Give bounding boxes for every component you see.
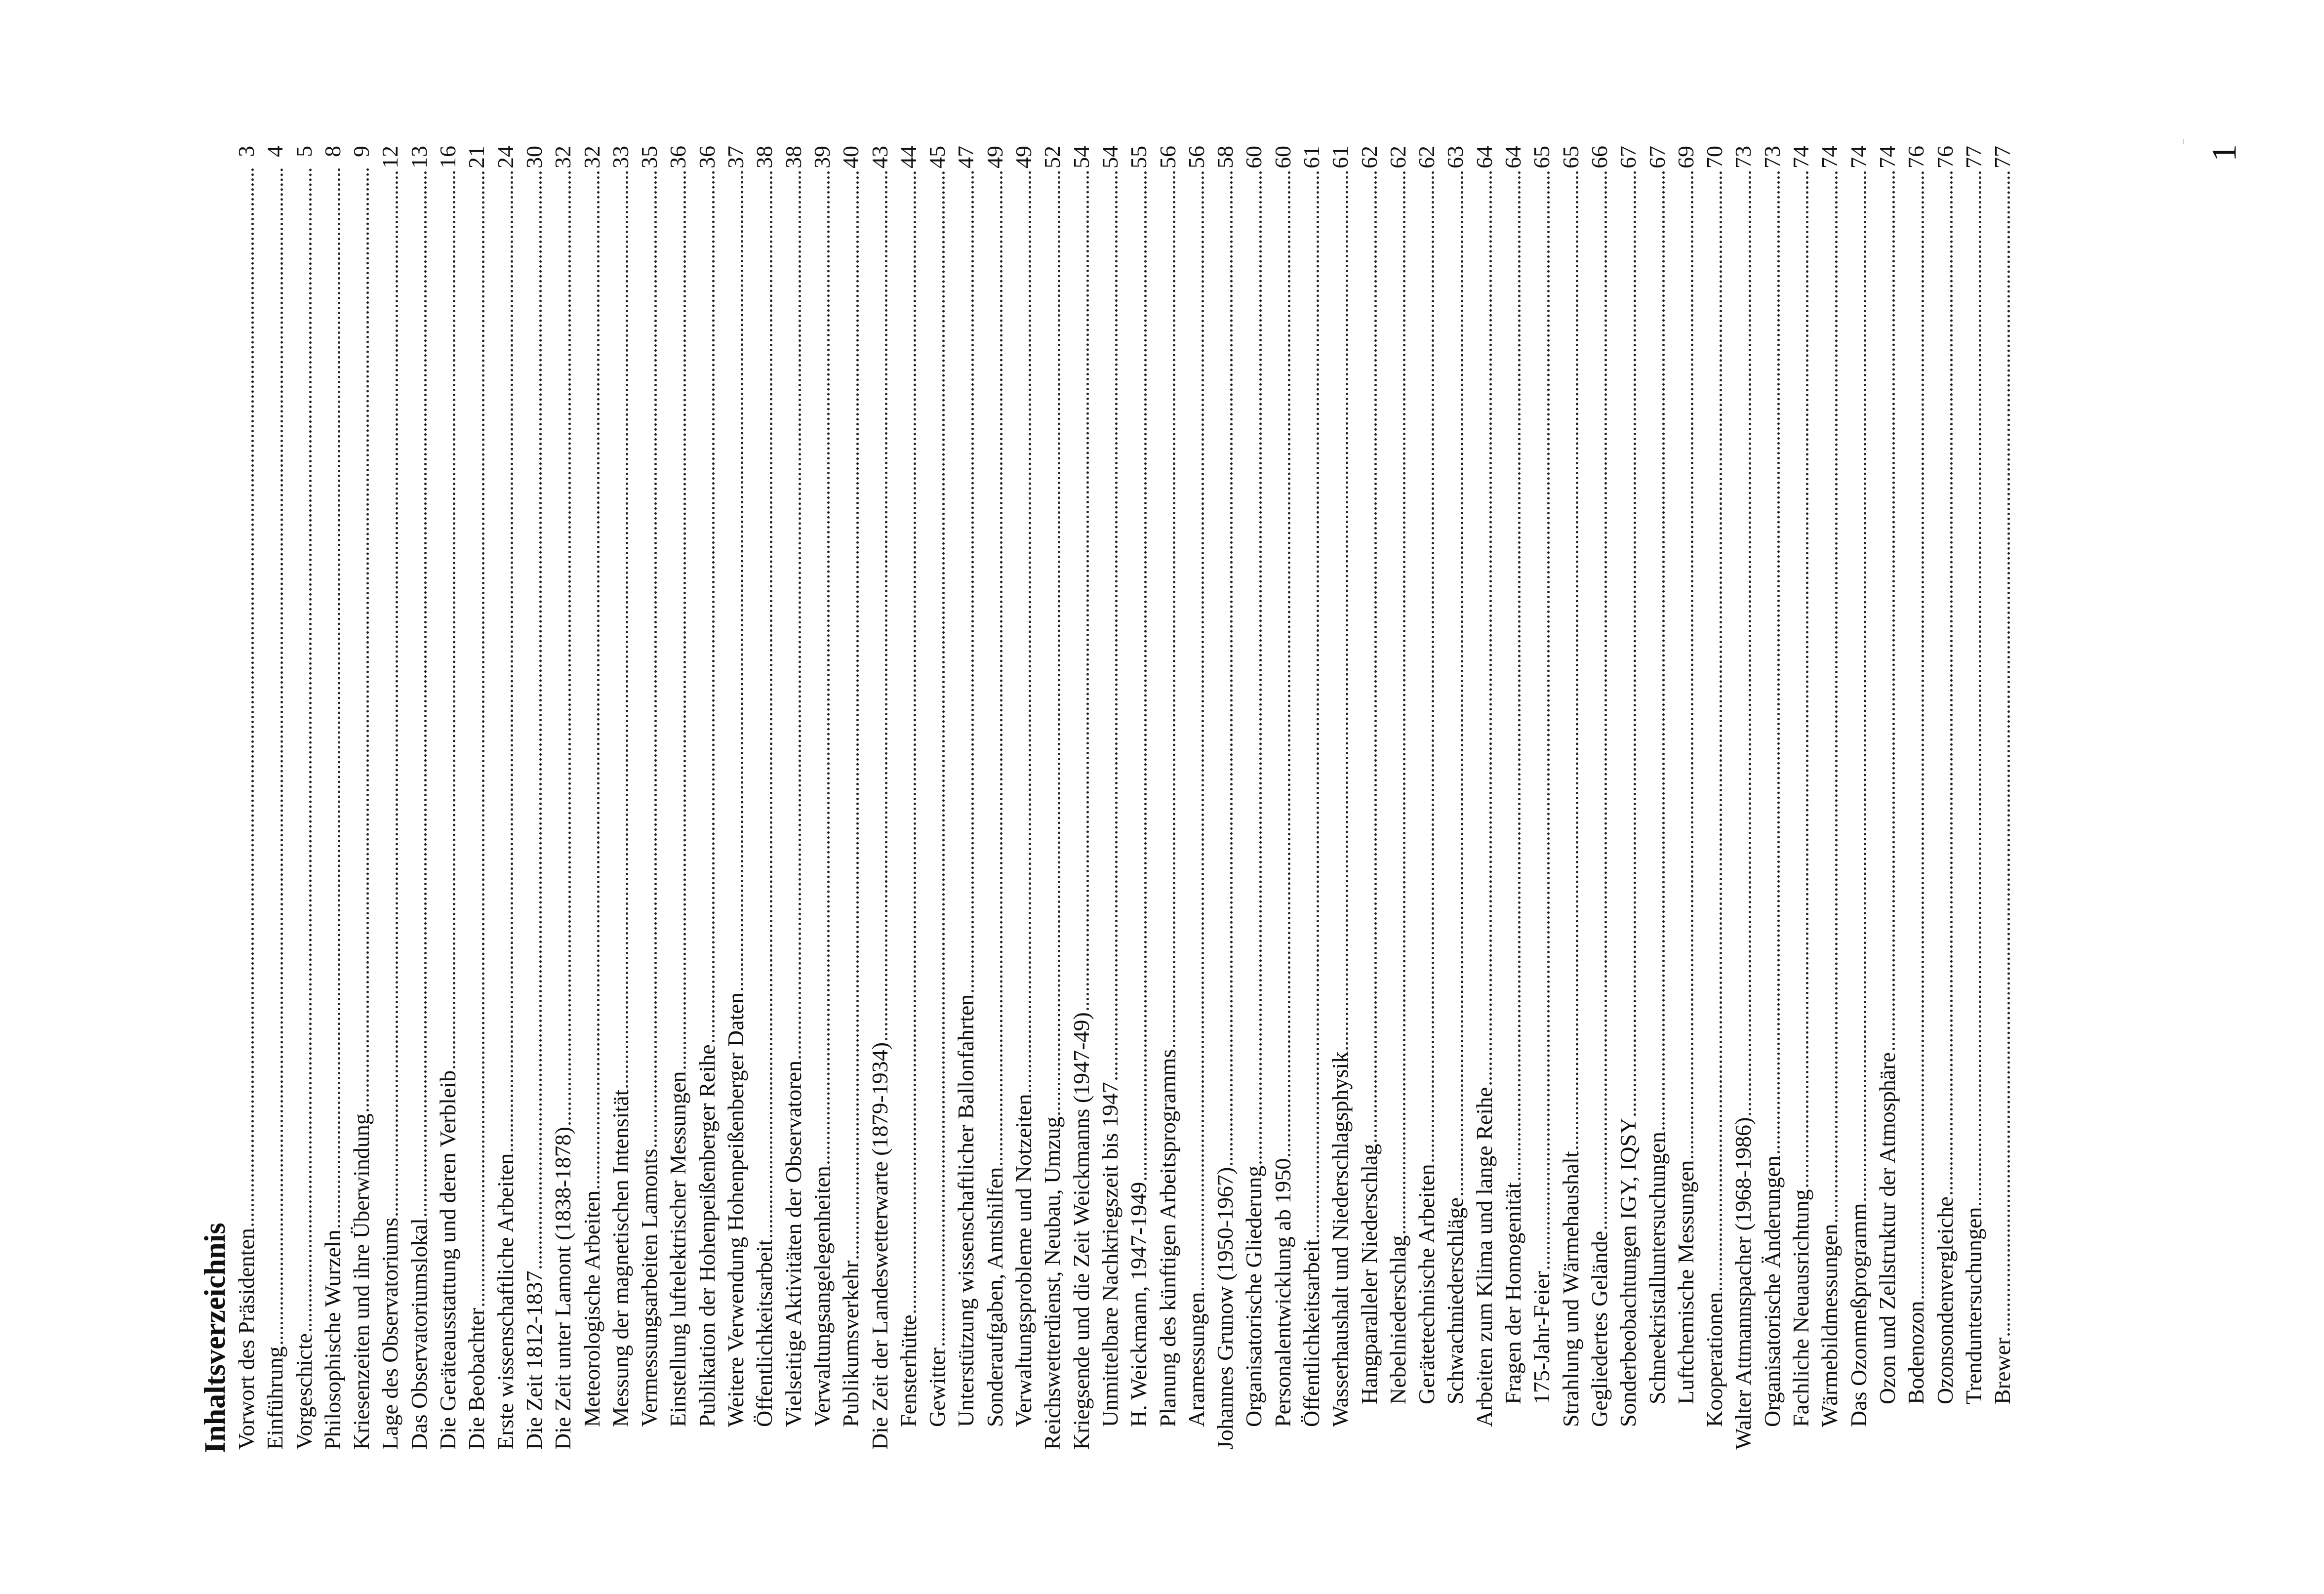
dot-leader [1950,170,1953,1194]
toc-entry-title: Walter Attmannspacher (1968-1986) [1730,1117,1756,1450]
dot-leader [1749,170,1751,1115]
toc-entry-title: Einführung [262,1346,288,1450]
dot-leader [539,170,542,1268]
toc-entry [635,146,664,1450]
toc-entry-page: 61 [1298,146,1324,168]
dot-leader [1547,170,1550,1269]
dot-leader [280,167,283,1344]
toc-entry [261,146,289,1450]
toc-entry [520,146,549,1450]
toc-entry [1182,146,1211,1450]
toc-entry-page: 65 [1558,146,1583,168]
toc-entry-title: Personalentwicklung ab 1950 [1270,1158,1295,1427]
toc-entry [1527,146,1556,1450]
toc-entry [434,146,462,1450]
dot-leader [396,170,398,1216]
toc-entry [1211,146,1240,1450]
toc-entry-title: Hangparalleler Niederschlag [1356,1144,1382,1404]
toc-entry-page: 62 [1356,146,1382,168]
toc-entry-page: 32 [550,146,576,168]
toc-list [232,146,2017,1450]
toc-entry [462,146,491,1450]
toc-entry [1557,146,1585,1450]
toc-entry [232,146,261,1450]
toc-entry-title: Das Ozonmeßprogramm [1845,1203,1871,1427]
dot-leader [712,170,715,1042]
toc-entry [1384,146,1412,1450]
toc-entry-title: Sonderbeobachtungen IGY, IQSY [1615,1117,1641,1427]
toc-entry [837,146,865,1450]
dot-leader [741,170,743,990]
toc-entry [808,146,837,1450]
dot-leader [1777,170,1780,1153]
toc-entry [1470,146,1499,1450]
toc-entry-page: 43 [867,146,892,168]
toc-entry-title: Luftchemische Messungen [1673,1160,1698,1404]
toc-entry-title: Reichswetterdienst, Neubau, Umzug [1040,1116,1065,1450]
dot-leader [1922,170,1924,1299]
toc-entry-title: Gewitter [924,1348,950,1427]
toc-entry-page: 74 [1788,146,1814,168]
toc-entry [721,146,750,1450]
toc-entry [750,146,779,1450]
toc-entry [1124,146,1153,1450]
dot-leader [683,170,686,1069]
toc-entry-page: 74 [1845,146,1871,168]
dot-leader [1691,170,1693,1158]
dot-leader [971,170,974,992]
toc-entry-title: Gegliedertes Gelände [1586,1230,1612,1427]
toc-entry-page: 36 [694,146,720,168]
toc-entry [866,146,894,1450]
toc-entry-page: 56 [1183,146,1209,168]
toc-entry [1096,146,1124,1450]
toc-entry-title: Publikumsverkehr [838,1260,864,1427]
toc-entry [1412,146,1441,1450]
toc-entry-title: Wärmebildmessungen [1817,1224,1843,1427]
dot-leader [1576,170,1578,1149]
toc-entry-title: Schwachniederschläge [1442,1197,1468,1404]
dot-leader [1835,170,1838,1222]
toc-entry [1700,146,1729,1450]
toc-entry-page: 74 [1874,146,1900,168]
toc-entry-page: 74 [1817,146,1843,168]
toc-entry-title: Die Zeit 1812-1837 [521,1270,547,1450]
toc-entry-page: 77 [1990,146,2015,168]
toc-entry-page: 65 [1529,146,1555,168]
toc-entry-title: Organisatorische Änderungen [1759,1155,1785,1427]
toc-entry-page: 49 [1011,146,1037,168]
toc-entry-title: Fensterhütte [895,1314,921,1427]
toc-entry-title: Unterstützung wissenschaftlicher Ballonfahrten [953,994,979,1427]
toc-entry-title: Verwaltungsprobleme und Notzeiten [1011,1094,1037,1427]
toc-entry-page: 4 [262,146,288,157]
toc-entry-title: Sonderaufgaben, Amtshilfen [982,1167,1007,1427]
dot-leader [1518,170,1521,1180]
toc-entry-page: 38 [752,146,777,168]
toc-entry [1154,146,1182,1450]
toc-entry-page: 69 [1673,146,1698,168]
toc-entry [347,146,376,1450]
toc-entry-page: 55 [1126,146,1152,168]
toc-entry [1960,146,1988,1450]
toc-entry [578,146,606,1450]
dot-leader [2007,170,2010,1336]
toc-entry [405,146,434,1450]
toc-entry-page: 13 [406,146,432,168]
toc-entry [1902,146,1930,1450]
toc-entry [894,146,923,1450]
toc-entry-title: 175-Jahr-Feier [1529,1271,1555,1404]
toc-entry-title: Das Observatoriumslokal [406,1218,432,1450]
dot-leader [424,170,427,1216]
dot-leader [366,167,369,1111]
toc-entry [1441,146,1470,1450]
toc-entry [1672,146,1700,1450]
toc-entry-title: Kriesenzeiten und ihre Überwindung [349,1113,374,1450]
toc-entry-page: 76 [1932,146,1958,168]
toc-entry-title: Die Beobachter [464,1308,489,1450]
dot-leader [1806,170,1808,1187]
dot-leader [1086,170,1089,1010]
toc-entry-title: Philosophische Wurzeln [320,1229,345,1450]
toc-entry-page: 8 [320,146,345,157]
toc-entry [1326,146,1355,1450]
toc-entry-page: 62 [1414,146,1440,168]
toc-entry-page: 3 [234,146,259,157]
dot-leader [799,170,801,1059]
dot-leader [942,170,945,1346]
toc-entry-page: 32 [579,146,604,168]
toc-entry-page: 66 [1586,146,1612,168]
toc-heading: Inhaltsverzeichnis [199,1223,231,1453]
toc-entry [1355,146,1384,1450]
dot-leader [1346,170,1348,1050]
dot-leader [885,170,887,1040]
toc-entry-title: Johannes Grunow (1950-1967) [1212,1167,1238,1450]
toc-entry-page: 67 [1615,146,1641,168]
dot-leader [654,170,657,1147]
toc-entry [1269,146,1297,1450]
dot-leader [338,167,340,1227]
toc-entry-title: Brewer [1990,1337,2015,1404]
dot-leader [626,170,628,1088]
dot-leader [1403,170,1405,1233]
toc-entry-title: Ozon und Zellstruktur der Atmosphäre [1874,1052,1900,1404]
toc-entry [1758,146,1787,1450]
toc-entry [1815,146,1844,1450]
dot-leader [1202,170,1204,1290]
toc-entry-title: Bodenozon [1903,1301,1929,1404]
dot-leader [453,170,455,1068]
toc-entry [952,146,980,1450]
toc-entry-page: 9 [349,146,374,157]
toc-entry-title: Organisatorische Gliederung [1241,1165,1267,1427]
dot-leader [482,170,484,1306]
toc-entry-page: 47 [953,146,979,168]
toc-entry-title: Kriegsende und die Zeit Weickmanns (1947-49) [1068,1012,1094,1450]
toc-entry-title: Messung der magnetischen Intensität [607,1089,633,1427]
toc-entry [1067,146,1096,1450]
toc-entry [981,146,1009,1450]
toc-entry-title: Lage des Observatoriums [377,1217,403,1450]
toc-entry [1038,146,1067,1450]
toc-entry-title: Wasserhaushalt und Niederschlagsphysik [1327,1051,1353,1427]
toc-entry-page: 39 [809,146,835,168]
toc-entry-title: Vielseitige Aktivitäten der Observatoren [780,1061,806,1427]
toc-entry-page: 5 [291,146,317,157]
toc-entry-title: Arbeiten zum Klima und lange Reihe [1471,1087,1497,1427]
toc-entry-page: 56 [1155,146,1180,168]
dot-leader [1230,170,1233,1165]
toc-entry-page: 36 [665,146,691,168]
dot-leader [1000,170,1002,1165]
toc-entry-page: 63 [1442,146,1468,168]
toc-entry-page: 40 [838,146,864,168]
toc-entry [319,146,347,1450]
toc-entry [1988,146,2017,1450]
toc-entry-title: Weitere Verwendung Hohenpeißenberger Daten [723,992,749,1427]
dot-leader [856,170,859,1259]
scan-mark [2183,139,2184,144]
toc-entry-title: Unmittelbare Nachkriegszeit bis 1947 [1097,1082,1122,1427]
dot-leader [1634,170,1636,1116]
toc-entry-title: Vorgeschicte [291,1333,317,1450]
toc-entry [549,146,577,1450]
toc-entry [290,146,319,1450]
toc-entry-title: Gerätetechnische Arbeiten [1414,1164,1440,1404]
toc-entry [1240,146,1268,1450]
toc-entry-title: Fragen der Homogenität [1500,1182,1526,1404]
dot-leader [1720,170,1722,1290]
toc-entry-page: 58 [1212,146,1238,168]
toc-entry-title: Vorwort des Präsidenten [234,1228,259,1450]
dot-leader [1115,170,1118,1080]
dot-leader [597,170,600,1188]
toc-entry-title: Die Geräteausstattung und deren Verbleib [435,1070,461,1450]
toc-entry-page: 67 [1644,146,1670,168]
toc-entry-page: 61 [1327,146,1353,168]
toc-entry-page: 49 [982,146,1007,168]
toc-entry-page: 24 [492,146,518,168]
toc-entry-page: 70 [1702,146,1727,168]
toc-entry-page: 62 [1385,146,1410,168]
toc-entry-title: Publikation der Hohenpeißenberger Reihe [694,1044,720,1427]
toc-entry-title: Verwaltungsangelegenheiten [809,1166,835,1427]
toc-entry-title: Meteorologische Arbeiten [579,1190,604,1427]
toc-entry [664,146,692,1450]
dot-leader [1892,170,1895,1050]
toc-entry [1844,146,1873,1450]
dot-leader [1144,170,1147,1180]
toc-entry [1931,146,1960,1450]
toc-entry-page: 52 [1040,146,1065,168]
toc-entry [1585,146,1614,1450]
toc-entry-title: Ozonsondenvergleiche [1932,1196,1958,1404]
dot-leader [1979,170,1981,1205]
toc-entry-page: 45 [924,146,950,168]
toc-entry-page: 35 [637,146,662,168]
page-number: 1 [2205,144,2244,162]
dot-leader [309,167,312,1331]
toc-entry-page: 77 [1961,146,1986,168]
rotated-content [0,144,2324,1594]
toc-entry-page: 12 [377,146,403,168]
toc-entry-title: Die Zeit unter Lamont (1838-1878) [550,1126,576,1450]
toc-entry-page: 38 [780,146,806,168]
toc-entry [923,146,952,1450]
dot-leader [1058,170,1060,1115]
toc-entry [1787,146,1815,1450]
toc-entry-title: Strahlung und Wärmehaushalt [1558,1151,1583,1427]
toc-entry-page: 44 [895,146,921,168]
toc-entry [1297,146,1326,1450]
dot-leader [1432,170,1434,1162]
dot-leader [914,170,916,1313]
toc-entry-title: Erste wissenschaftliche Arbeiten [492,1153,518,1450]
toc-entry [779,146,808,1450]
toc-entry-title: Kooperationen [1702,1292,1727,1427]
toc-entry [606,146,635,1450]
dot-leader [1317,170,1319,1237]
dot-leader [770,170,772,1237]
toc-entry-page: 54 [1068,146,1094,168]
dot-leader [1864,170,1866,1201]
toc-entry-page: 30 [521,146,547,168]
toc-entry-title: Öffentlichkeitsarbeit [1298,1239,1324,1427]
toc-entry-title: Aramessungen [1183,1292,1209,1427]
toc-entry [1873,146,1902,1450]
toc-entry-title: Einstellung luftelektrischer Messungen [665,1071,691,1427]
toc-entry-title: Planung des künftigen Arbeitsprogramms [1155,1049,1180,1427]
dot-leader [568,170,571,1125]
toc-entry-title: Vermessungsarbeiten Lamonts [637,1148,662,1427]
toc-entry [376,146,404,1450]
dot-leader [827,170,830,1164]
toc-entry-title: Öffentlichkeitsarbeit [752,1239,777,1427]
dot-leader [1489,170,1492,1085]
dot-leader [1461,170,1463,1195]
toc-entry-page: 54 [1097,146,1122,168]
dot-leader [1259,170,1262,1164]
toc-entry [1729,146,1758,1450]
toc-entry-page: 21 [464,146,489,168]
dot-leader [1288,170,1290,1156]
dot-leader [1374,170,1377,1142]
dot-leader [1604,170,1607,1229]
toc-entry-page: 73 [1759,146,1785,168]
toc-entry-page: 33 [607,146,633,168]
toc-entry-page: 16 [435,146,461,168]
toc-entry-title: Trenduntersuchungen [1961,1207,1986,1404]
dot-leader [1173,170,1175,1047]
toc-entry [1009,146,1038,1450]
toc-entry-title: Die Zeit der Landeswetterwarte (1879-1934) [867,1042,892,1450]
toc-entry-page: 76 [1903,146,1929,168]
toc-entry-title: Fachliche Neuausrichtung [1788,1189,1814,1427]
toc-entry-title: Schneekristalluntersuchungen [1644,1132,1670,1404]
toc-entry-page: 64 [1471,146,1497,168]
toc-entry [1614,146,1643,1450]
toc-entry-page: 60 [1241,146,1267,168]
toc-entry [1499,146,1527,1450]
toc-entry [1643,146,1672,1450]
toc-entry-page: 60 [1270,146,1295,168]
toc-entry [491,146,520,1450]
dot-leader [1029,170,1031,1092]
toc-entry [693,146,721,1450]
toc-entry-page: 37 [723,146,749,168]
toc-entry-page: 73 [1730,146,1756,168]
dot-leader [251,167,254,1226]
toc-entry-title: H. Weickmann, 1947-1949 [1126,1182,1152,1427]
toc-entry-title: Nebelniederschlag [1385,1235,1410,1404]
toc-entry-page: 64 [1500,146,1526,168]
dot-leader [1662,170,1665,1130]
dot-leader [511,170,513,1151]
